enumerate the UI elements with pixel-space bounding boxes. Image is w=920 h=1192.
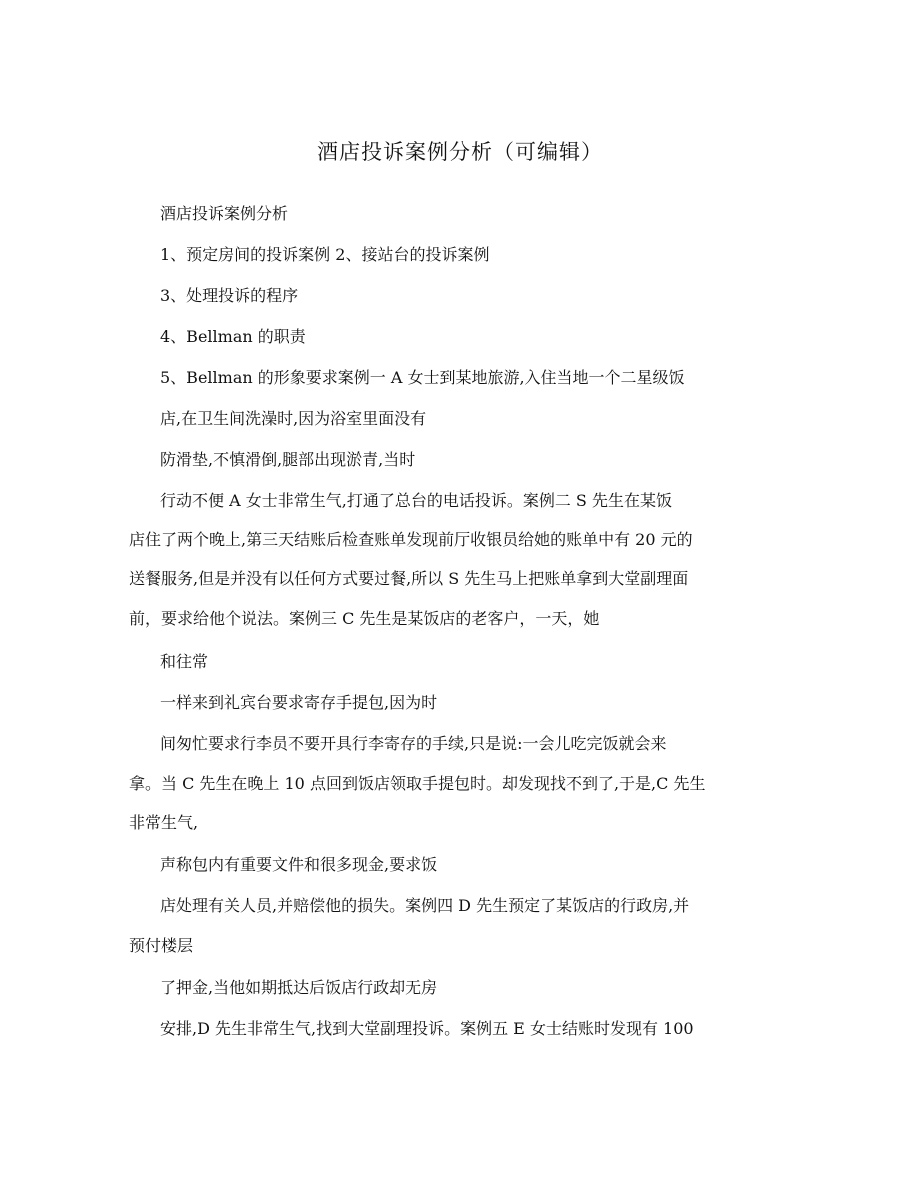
paragraph-line: 1、预定房间的投诉案例 2、接站台的投诉案例	[160, 245, 490, 264]
paragraph-line: 和往常	[160, 652, 209, 671]
paragraph-line: 间匆忙要求行李员不要开具行李寄存的手续,只是说:一会儿吃完饭就会来	[160, 734, 667, 753]
paragraph-line: 3、处理投诉的程序	[160, 286, 299, 305]
document-title: 酒店投诉案例分析（可编辑）	[317, 140, 603, 164]
paragraph-line: 送餐服务,但是并没有以任何方式要过餐,所以 S 先生马上把账单拿到大堂副理面	[129, 569, 689, 588]
paragraph-line: 5、Bellman 的形象要求案例一 A 女士到某地旅游,入住当地一个二星级饭	[160, 368, 685, 387]
paragraph-line: 了押金,当他如期抵达后饭店行政却无房	[160, 978, 438, 997]
paragraph-line: 店处理有关人员,并赔偿他的损失。案例四 D 先生预定了某饭店的行政房,并	[160, 896, 690, 915]
paragraph-line: 酒店投诉案例分析	[160, 204, 289, 223]
paragraph-line: 声称包内有重要文件和很多现金,要求饭	[160, 855, 438, 874]
paragraph-line: 前，要求给他个说法。案例三 C 先生是某饭店的老客户，一天，她	[129, 609, 600, 628]
paragraph-line: 防滑垫,不慎滑倒,腿部出现淤青,当时	[160, 450, 416, 469]
paragraph-line: 安排,D 先生非常生气,找到大堂副理投诉。案例五 E 女士结账时发现有 100	[160, 1019, 694, 1038]
paragraph-line: 4、Bellman 的职责	[160, 327, 306, 346]
paragraph-line: 店住了两个晚上,第三天结账后检查账单发现前厅收银员给她的账单中有 20 元的	[129, 530, 693, 549]
paragraph-line: 拿。当 C 先生在晚上 10 点回到饭店领取手提包时。却发现找不到了,于是,C 先生	[129, 774, 706, 793]
paragraph-line: 一样来到礼宾台要求寄存手提包,因为时	[160, 693, 438, 712]
paragraph-line: 行动不便 A 女士非常生气,打通了总台的电话投诉。案例二 S 先生在某饭	[160, 491, 672, 510]
paragraph-line: 店,在卫生间洗澡时,因为浴室里面没有	[160, 409, 427, 428]
paragraph-line: 预付楼层	[129, 936, 194, 955]
paragraph-line: 非常生气,	[129, 813, 199, 832]
